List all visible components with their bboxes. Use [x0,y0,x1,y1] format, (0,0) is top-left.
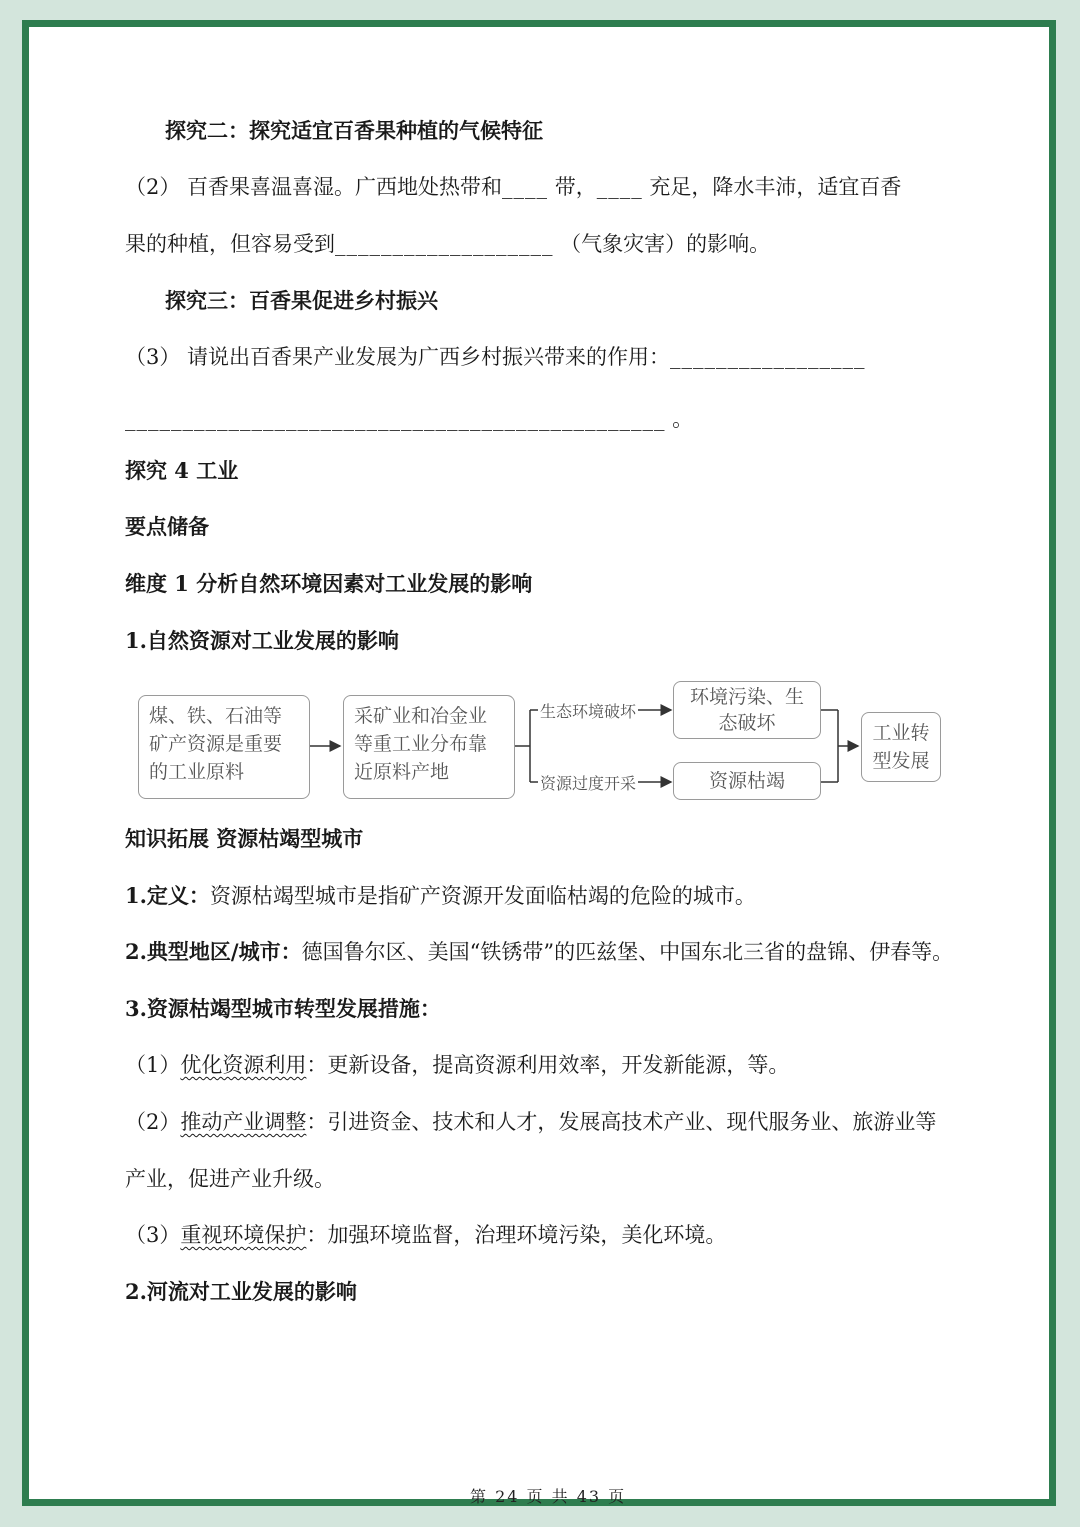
question-3-line1: （3） 请说出百香果产业发展为广西乡村振兴带来的作用：_________________ [125,345,866,369]
question-2-line2: 果的种植，但容易受到___________________ （气象灾害）的影响。 [125,232,771,256]
measure-2-line1: （2）推动产业调整：引进资金、技术和人才，发展高技术产业、现代服务业、旅游业等 [125,1110,937,1134]
measure-2-line2: 产业，促进产业升级。 [125,1167,335,1191]
point1-heading: 1.自然资源对工业发展的影响 [125,628,399,653]
section2-heading: 探究二：探究适宜百香果种植的气候特征 [165,118,543,143]
point2-heading: 2.河流对工业发展的影响 [125,1279,357,1304]
measure-1: （1）优化资源利用：更新设备，提高资源利用效率，开发新能源，等。 [125,1053,790,1077]
extension-heading: 知识拓展 资源枯竭型城市 [125,826,364,851]
dimension-heading: 维度 1 分析自然环境因素对工业发展的影响 [125,571,533,596]
box-mineral-resources: 煤、铁、石油等矿产资源是重要的工业原料 [138,695,310,799]
page-number: 第 24 页 共 43 页 [470,1487,627,1506]
box-pollution: 环境污染、生态破坏 [673,681,821,739]
measure-3: （3）重视环境保护：加强环境监督，治理环境污染，美化环境。 [125,1223,727,1247]
inquiry4-subtitle: 要点储备 [125,514,209,539]
label-ecological-damage: 生态环境破坏 [538,699,638,722]
box-transformation: 工业转型发展 [861,712,941,782]
box-depletion: 资源枯竭 [673,762,821,800]
definition-line: 1.定义：资源枯竭型城市是指矿产资源开发面临枯竭的危险的城市。 [125,883,756,908]
label-over-exploitation: 资源过度开采 [538,771,638,794]
question-3-line2: _______________________________________________ 。 [125,407,694,431]
question-2-line1: （2） 百香果喜温喜湿。广西地处热带和____ 带，____ 充足，降水丰沛，适宜百香 [125,175,902,199]
box-heavy-industry: 采矿业和冶金业等重工业分布靠近原料产地 [343,695,515,799]
inquiry4-title: 探究 4 工业 [125,458,239,483]
section3-heading: 探究三：百香果促进乡村振兴 [165,288,438,313]
measures-heading: 3.资源枯竭型城市转型发展措施： [125,996,441,1021]
typical-cities-line: 2.典型地区/城市：德国鲁尔区、美国“铁锈带”的匹兹堡、中国东北三省的盘锦、伊春等。 [125,939,954,964]
